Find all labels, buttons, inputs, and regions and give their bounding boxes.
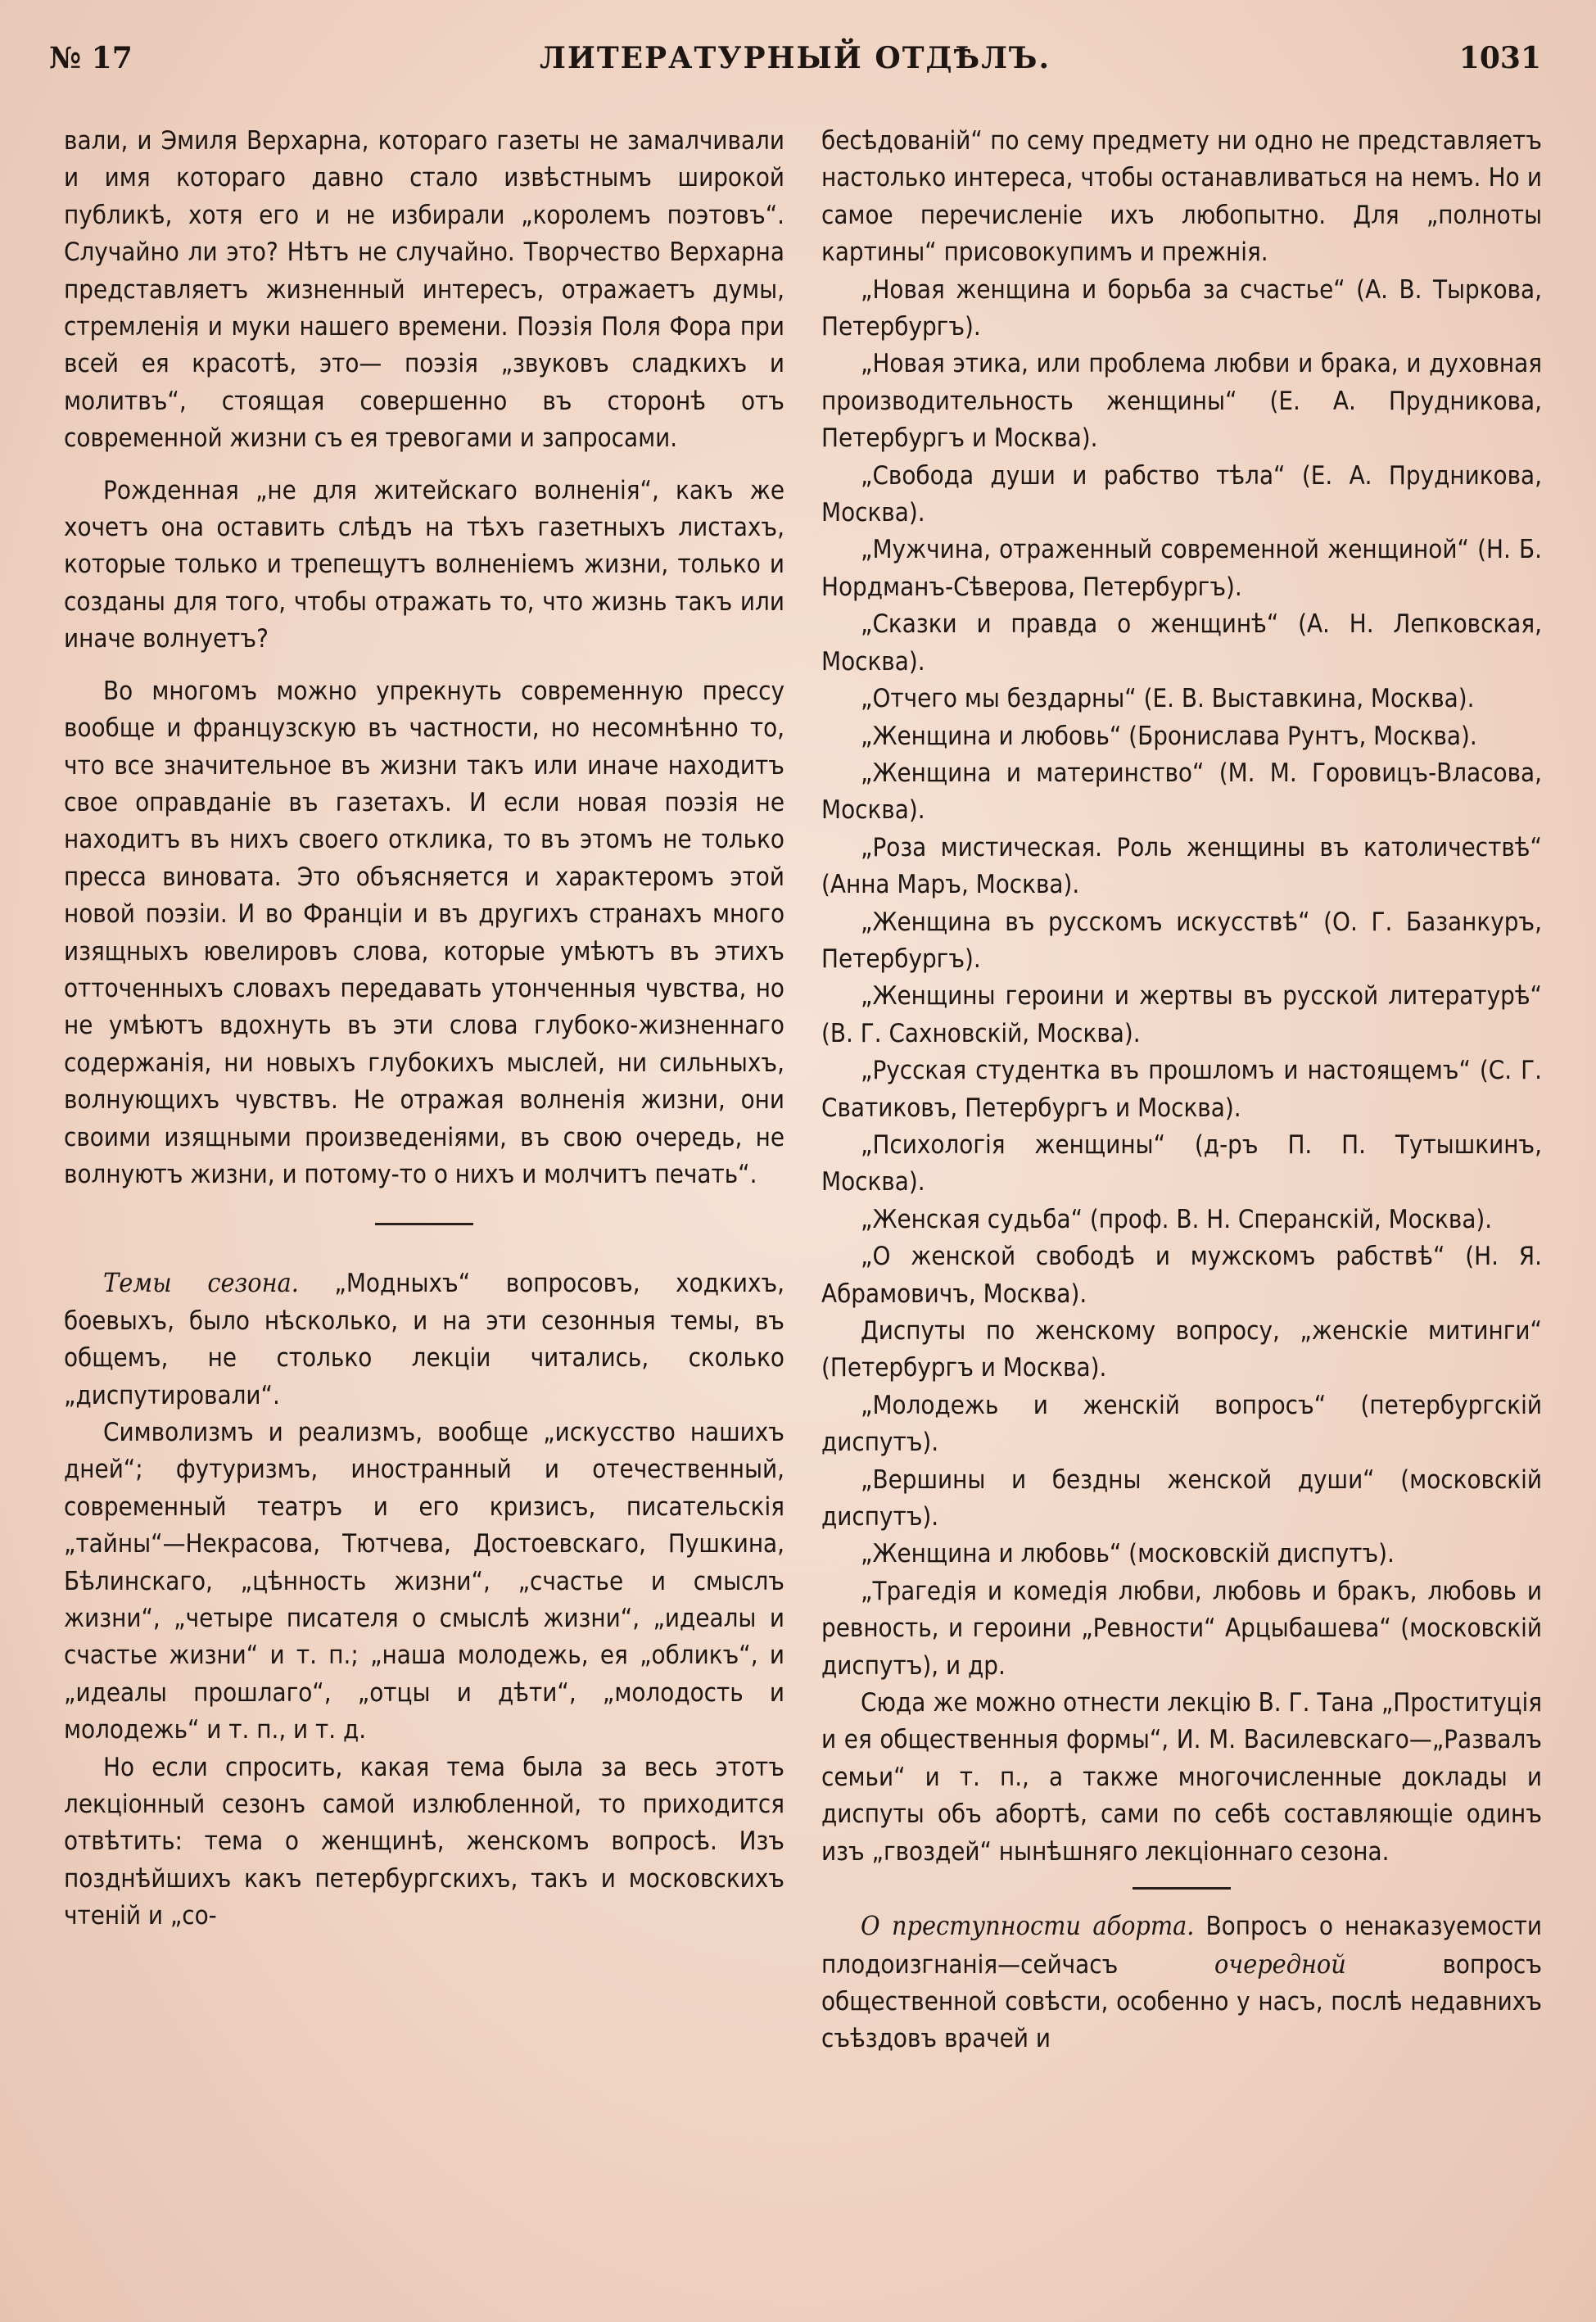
section-heading: О преступности аборта. xyxy=(861,1910,1195,1942)
list-item: „Свобода души и рабство тѣла“ (Е. А. Прудникова, Москва). xyxy=(821,460,1542,528)
list-item: „Женщина въ русскомъ искусствѣ“ (О. Г. Базанкуръ, Петербургъ). xyxy=(821,907,1542,974)
list-item: „Женщина и любовь“ (Бронислава Рунтъ, Москва). xyxy=(861,721,1477,751)
right-column xyxy=(821,123,1542,2058)
list-item: „О женской свободѣ и мужскомъ рабствѣ“ (Н. Я. Абрамовичъ, Москва). xyxy=(821,1242,1542,1309)
paragraph-text: Вопросъ о ненаказуемости плодоизгнанія—сейчасъ xyxy=(821,1912,1542,1980)
paragraph xyxy=(821,1908,1542,2058)
list-item: „Мужчина, отраженный современной женщиной“ (Н. Б. Нордманъ-Сѣверова, Петербургъ). xyxy=(821,535,1542,602)
emphasis: очередной xyxy=(1214,1948,1346,1980)
list-item: Диспуты по женскому вопросу, „женскіе митинги“ (Петербургъ и Москва). xyxy=(821,1316,1542,1383)
section-heading: Темы сезона. xyxy=(103,1267,299,1299)
left-column xyxy=(64,123,784,1935)
list-item: „Сказки и правда о женщинѣ“ (А. Н. Лепковская, Москва). xyxy=(821,609,1542,677)
paragraph xyxy=(64,1265,784,1414)
paragraph: бесѣдованій“ по сему предмету ни одно не представляетъ настолько интереса, чтобы останавливаться на немъ. Но и самое перечисленіе ихъ любопытно. Для „полноты картины“ присовокупимъ и прежнія. xyxy=(821,126,1542,268)
page-number: 1031 xyxy=(1458,41,1541,75)
list-item: „Новая женщина и борьба за счастье“ (А. В. Тыркова, Петербургъ). xyxy=(821,274,1542,342)
section-divider xyxy=(1133,1887,1231,1890)
paragraph: Сюда же можно отнести лекцію В. Г. Тана „Проституція и ея общественныя формы“, И. М. Василевскаго—„Развалъ семьи“ и т. п., а также многочисленные доклады и диспуты объ абортѣ, сами по себѣ составляющіе одинъ изъ „гвоздей“ нынѣшняго лекціоннаго сезона. xyxy=(821,1688,1542,1867)
page-header xyxy=(49,41,1541,90)
list-item: „Отчего мы бездарны“ (Е. В. Выставкина, Москва). xyxy=(861,684,1475,714)
paragraph-text: вопросъ общественной совѣсти, особенно у насъ, послѣ недавнихъ съѣздовъ врачей и xyxy=(821,1949,1542,2054)
list-item: „Русская студентка въ прошломъ и настоящемъ“ (С. Г. Сватиковъ, Петербургъ и Москва). xyxy=(821,1056,1542,1123)
list-item: „Женщины героини и жертвы въ русской литературѣ“ (В. Г. Сахновскій, Москва). xyxy=(821,981,1542,1048)
list-item: „Женщина и материнство“ (М. М. Горовицъ-Власова, Москва). xyxy=(821,758,1542,826)
section-divider xyxy=(375,1223,473,1225)
paragraph: Рожденная „не для житейскаго волненія“, какъ же хочетъ она оставить слѣдъ на тѣхъ газетныхъ листахъ, которые только и трепещутъ волненіемъ жизни, только и созданы для того, чтобы отражать то, что жизнь такъ или иначе волнуетъ? xyxy=(64,475,784,654)
lecture-list xyxy=(821,272,1542,1685)
issue-number: № 17 xyxy=(49,41,133,75)
paragraph: Во многомъ можно упрекнуть современную прессу вообще и французскую въ частности, но несомнѣнно то, что все значительное въ жизни такъ или иначе находитъ свое оправданіе въ газетахъ. И если новая поэзія не находитъ въ нихъ своего отклика, то въ этомъ не только пресса виновата. Это объясняется и характеромъ этой новой поэзіи. И во Франціи и въ другихъ странахъ много изящныхъ ювелировъ слова, которые умѣютъ въ этихъ отточенныхъ словахъ передавать утонченныя чувства, но не умѣютъ вдохнуть въ эти слова глубоко-жизненнаго содержанія, ни новыхъ глубокихъ мыслей, ни сильныхъ, волнующихъ чувствъ. Не отражая волненія жизни, они своими изящными произведеніями, въ свою очередь, не волнуютъ жизни, и потому-то о нихъ и молчитъ печать“. xyxy=(64,676,784,1189)
list-item: „Женская судьба“ (проф. В. Н. Сперанскій, Москва). xyxy=(861,1204,1493,1234)
list-item: „Женщина и любовь“ (московскій диспутъ). xyxy=(861,1539,1395,1569)
list-item: „Трагедія и комедія любви, любовь и бракъ, любовь и ревность, и героини „Ревности“ Арцыбашева“ (московскій диспутъ), и др. xyxy=(821,1576,1542,1681)
section-title: ЛИТЕРАТУРНЫЙ ОТДѢЛЪ. xyxy=(539,41,1051,75)
paragraph-text: „Модныхъ“ вопросовъ, ходкихъ, боевыхъ, было нѣсколько, и на эти сезонныя темы, въ общемъ, не столько лекціи читались, сколько „диспутировали“. xyxy=(64,1269,785,1410)
list-item: „Вершины и бездны женской души“ (московскій диспутъ). xyxy=(821,1464,1542,1532)
list-item: „Новая этика, или проблема любви и брака, и духовная производительность женщины“ (Е. А. Прудникова, Петербургъ и Москва). xyxy=(821,349,1542,454)
list-item: „Роза мистическая. Роль женщины въ католичествѣ“ (Анна Маръ, Москва). xyxy=(821,832,1542,900)
paragraph: Символизмъ и реализмъ, вообще „искусство нашихъ дней“; футуризмъ, иностранный и отечественный, современный театръ и его кризисъ, писательскія „тайны“—Некрасова, Тютчева, Достоевскаго, Пушкина, Бѣлинскаго, „цѣнность жизни“, „счастье и смыслъ жизни“, „четыре писателя о смыслѣ жизни“, „идеалы и счастье жизни“ и т. п.; „наша молодежь, ея „обликъ“, и „идеалы прошлаго“, „отцы и дѣти“, „молодость и молодежь“ и т. п., и т. д. xyxy=(64,1418,784,1745)
paragraph: Но если спросить, какая тема была за весь этотъ лекціонный сезонъ самой излюбленной, то приходится отвѣтить: тема о женщинѣ, женскомъ вопросѣ. Изъ позднѣйшихъ какъ петербургскихъ, такъ и московскихъ чтеній и „со- xyxy=(64,1752,784,1931)
paragraph: вали, и Эмиля Верхарна, котораго газеты не замалчивали и имя котораго давно стало извѣстнымъ широкой публикѣ, хотя его и не избирали „королемъ поэтовъ“. Случайно ли это? Нѣтъ не случайно. Творчество Верхарна представляетъ жизненный интересъ, отражаетъ думы, стремленія и муки нашего времени. Поэзія Поля Фора при всей ея красотѣ, это— поэзія „звуковъ сладкихъ и молитвъ“, стоящая совершенно въ сторонѣ отъ современной жизни съ ея тревогами и запросами. xyxy=(64,126,784,454)
list-item: „Психологія женщины“ (д-ръ П. П. Тутышкинъ, Москва). xyxy=(821,1129,1542,1197)
list-item: „Молодежь и женскій вопросъ“ (петербургскій диспутъ). xyxy=(821,1390,1542,1458)
